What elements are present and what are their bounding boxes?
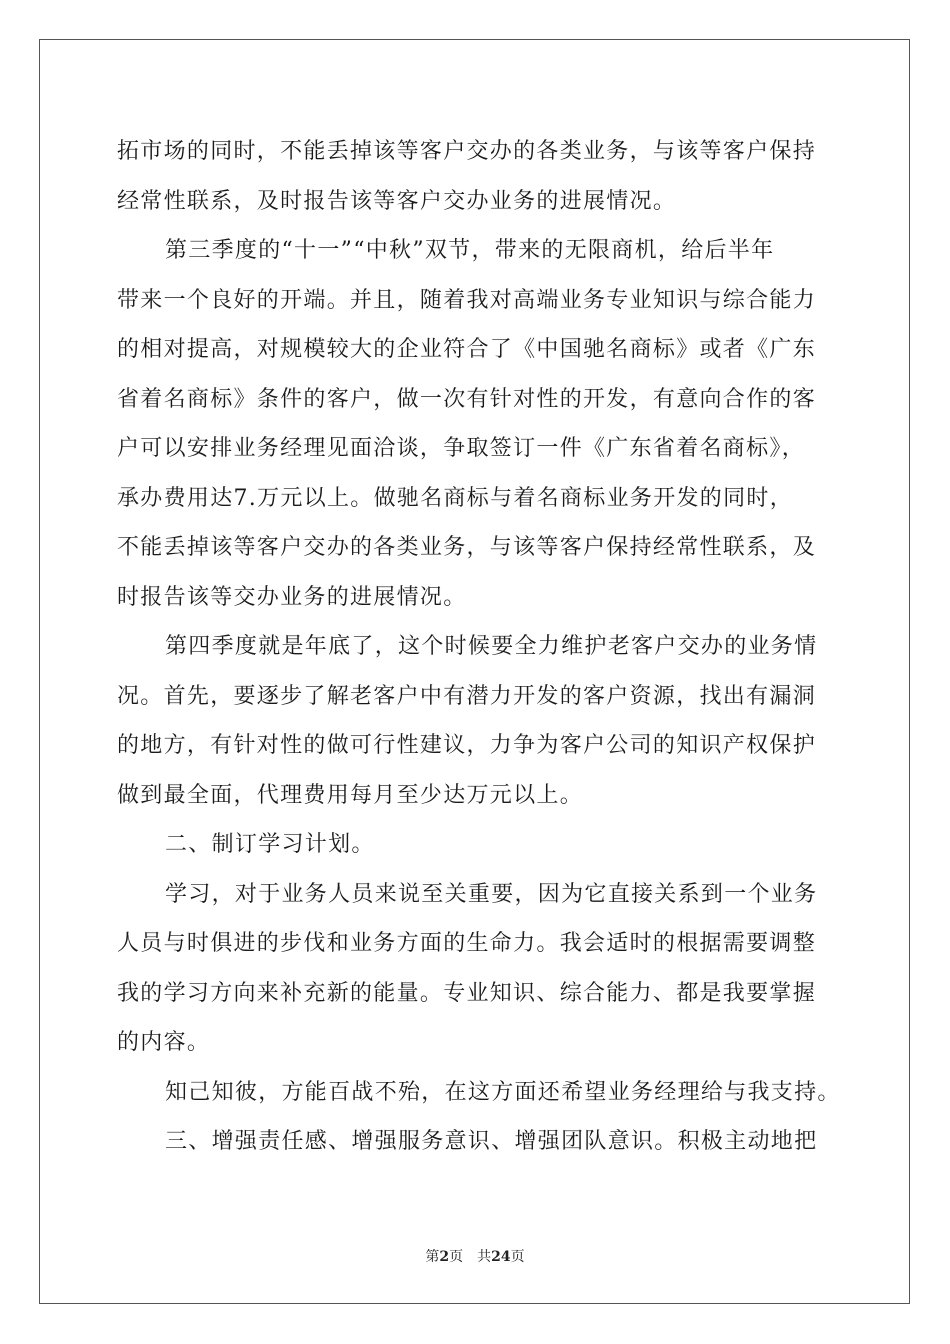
- text-line: 知己知彼，方能百战不殆，在这方面还希望业务经理给与我支持。: [165, 1079, 841, 1105]
- text-line: 学习，对于业务人员来说至关重要，因为它直接关系到一个业务: [165, 881, 818, 907]
- text-line: 省着名商标》条件的客户，做一次有针对性的开发，有意向合作的客: [117, 386, 817, 412]
- text-line: 做到最全面，代理费用每月至少达万元以上。: [117, 782, 584, 808]
- footer-page-prefix: 第: [425, 1249, 440, 1265]
- text-line: 我的学习方向来补充新的能量。专业知识、综合能力、都是我要掌握: [117, 980, 817, 1006]
- footer-total-pages: 24: [491, 1249, 511, 1265]
- text-line: 第四季度就是年底了，这个时候要全力维护老客户交办的业务情: [165, 634, 818, 659]
- text-line: 三、增强责任感、增强服务意识、增强团队意识。积极主动地把: [165, 1129, 818, 1154]
- footer-page-suffix: 页: [449, 1249, 464, 1265]
- footer-total-prefix: 共: [477, 1249, 492, 1265]
- footer-page-number: 2: [439, 1249, 450, 1265]
- text-line: 况。首先，要逐步了解老客户中有潜力开发的客户资源，找出有漏洞: [117, 683, 817, 709]
- text-line: 承办费用达7.万元以上。做驰名商标与着名商标业务开发的同时，: [117, 485, 793, 511]
- footer-total-suffix: 页: [510, 1249, 525, 1265]
- text-line: 时报告该等交办业务的进展情况。: [117, 584, 467, 610]
- text-line: 第三季度的“十一”“中秋”双节，带来的无限商机，给后半年: [165, 238, 775, 263]
- text-line: 二、制订学习计划。: [165, 832, 375, 857]
- text-line: 户可以安排业务经理见面洽谈，争取签订一件《广东省着名商标》，: [117, 436, 806, 461]
- text-line: 的地方，有针对性的做可行性建议，力争为客户公司的知识产权保护: [117, 733, 817, 758]
- text-line: 的相对提高，对规模较大的企业符合了《中国驰名商标》或者《广东: [117, 337, 817, 362]
- text-line: 经常性联系，及时报告该等客户交办业务的进展情况。: [117, 188, 677, 214]
- text-line: 带来一个良好的开端。并且，随着我对高端业务专业知识与综合能力: [117, 287, 817, 313]
- text-line: 拓市场的同时，不能丢掉该等客户交办的各类业务，与该等客户保持: [117, 139, 817, 164]
- text-line: 人员与时俱进的步伐和业务方面的生命力。我会适时的根据需要调整: [117, 931, 817, 956]
- document-body: [117, 127, 841, 1167]
- text-line: 不能丢掉该等客户交办的各类业务，与该等客户保持经常性联系，及: [117, 535, 817, 560]
- text-line: 的内容。: [117, 1030, 211, 1055]
- page-footer: [0, 1246, 950, 1266]
